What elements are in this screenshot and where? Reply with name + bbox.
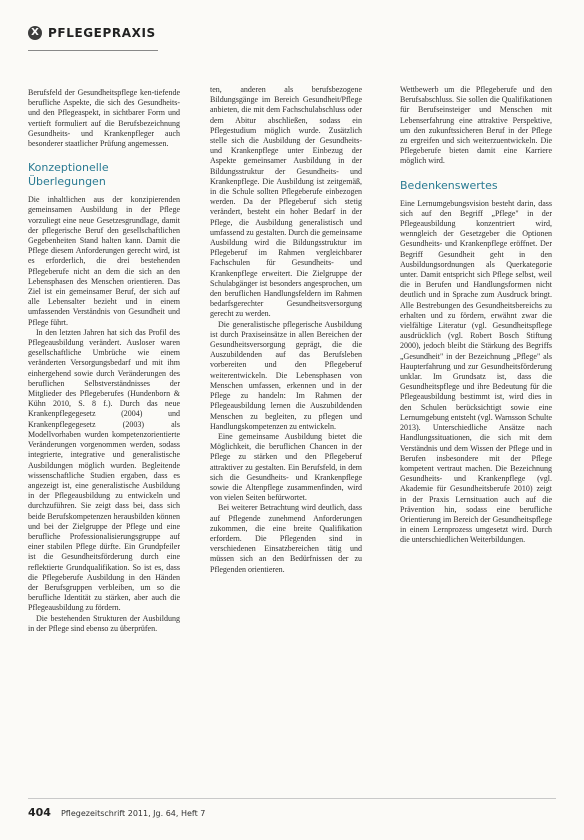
paragraph: ten, anderen als berufsbezogene Bildungsgänge im Bereich Gesundheit/Pflege anbieten, die mit dem Fachschulabschluss oder dem Abitur abschließen, sodass ein Pflegestudium möglich wurde. Zusätzlich stelle sich die Ausbildung der Gesundheits- und Krankenpflege unter Einbezug der Aspekte gemeinsamer Ausbildung in der Bildungsstruktur der Gesundheits- und Krankenpflege. Die Ausbildung ist zeitgemäß, in die Schule sollten Pflegeberufe einbezogen werden. Da der Pflegeberuf sich stetig verändert, besteht ein hoher Bedarf in der Pflege, die Ausbildung generalistisch und umfassend zu gestalten. Durch die gemeinsame Ausbildung wird die Bildungsstruktur im Pflegeberuf im Rahmen vergleichbarer Fachschulen für Gesundheits- und Krankenpflege erweitert. Die Zielgruppe der Schulabgänger ist besonders angesprochen, um den beruflichen Handlungsfeldern im Rahmen bedarfsgerechter Gesundheitsversorgung gerecht zu werden. <box>210 85 362 319</box>
paragraph: Berufsfeld der Gesundheitspflege ken-tiefende berufliche Aspekte, die sich des Gesundheits- und den Pflegeaspekt, in sichtbarer Form und vertieft formuliert auf die Berufsbezeichnung Gesundheits- und Krankenpfleger auch besonderer staatlicher Prüfung angemessen. <box>28 88 180 149</box>
paragraph: In den letzten Jahren hat sich das Profil des Pflegeausbildung verändert. Ausloser waren gesellschaftliche Umbrüche wie einem veränderten Versorgungsbedarf und mit ihm einhergehend sowie durch Veränderungen des beruflichen Selbstverständnisses der Mitglieder des Pflegeberufes (Hundenborn & Kühn 2010, S. 8 f.). Durch das neue Krankenpflegegesetz (2004) und Krankenpflegegesetz (2003) als Modellvorhaben wurden kompetenzorientierte Veränderungen vorgenommen werden, sodass integrierte, integrative und generalistische Ausbildungen möglich wurden. Begleitende wissenschaftliche Studien ergaben, dass es angezeigt ist, eine generalistische Ausbildung in der Pflegeausbildung zu entwickeln und durchzuführen. Sie zeigt dass bei, dass sich beide Berufskompetenzen herausbilden können und bei der Zielgruppe der Pflege und eine berufliche Professionalisierungsgruppe auf einer stabilen Pflege dürfte. Ein Grundpfeiler ist die Gesundheitsförderung durch eine reflektierte Grundqualifikation. So ist es, dass die Pflegeberufe Ausbildung in den Händen der Berufsgruppen verbleiben, um so die berufliche Identität zu stärken, aber auch die Pflegeausbildung zu fördern. <box>28 327 180 613</box>
section-header <box>28 26 156 40</box>
paragraph: Die bestehenden Strukturen der Ausbildung in der Pflege sind ebenso zu überprüfen. <box>28 613 180 633</box>
page-footer <box>28 806 205 819</box>
page-number: 404 <box>28 806 51 819</box>
section-heading-bedenkenswertes: Bedenkenswertes <box>400 178 498 192</box>
footer-divider <box>28 798 556 799</box>
journal-citation: Pflegezeitschrift 2011, Jg. 64, Heft 7 <box>60 809 206 818</box>
paragraph: Die generalistische pflegerische Ausbildung ist durch Praxiseinsätze in allen Bereichen der Gesundheitsversorgung geprägt, die die Auszubildenden auf das Berufsleben vorbereiten und den Pflegeberuf weiterentwickeln. Die Lebensphasen von Menschen umfassen, erkennen und in der Pflege zu handeln: Im Rahmen der Pflegeausbildung lernen die Auszubildenden Menschen zu begleiten, zu pflegen und Handlungskompetenzen zu entwickeln. <box>210 319 362 431</box>
paragraph: Eine Lernumgebungsvision besteht darin, dass sich auf den Begriff „Pflege" in der Pflegeausbildung konzentriert wird, wenngleich der Gesetzgeber die Optionen Gesundheits- und Krankenpflege eröffnet. Der Begriff Gesundheit geht in den Ausbildungsordnungen als Querkategorie unter. Damit entspricht sich Pflege selbst, weil die in Berufen und Handlungsformen nicht deutlich und in Sprache zum Ausdruck bringt. Alle Bestrebungen des Gesundheitsbereichs zu erhalten und zu fördern, erwähnt zwar die vielfältige Literatur (vgl. Gesundheitspflege ausdrücklich (vgl. Robert Bosch Stiftung 2000), jedoch bleibt die Stärkung des Begriffs „Gesundheit" in der Bezeichnung „Pflege" als Haupterfahrung und zur Gesundheitsförderung unklar. Im Grundsatz ist, dass die Gesundheitspflege und ihre Bedeutung für die Pflegeausbildung bestimmt ist, wird dies in den Schulen berücksichtigt sowie eine Lernumgebung entsteht (vgl. Warnsson Schulte 2013). Unterschiedliche Ansätze nach Handlungssituationen, die sich mit dem Verständnis und dem Wissen der Pflege und in Berufen insbesondere mit der Pflege kompetent vertraut machen. Die Bezeichnung Gesundheits- und Krankenpflege (vgl. Akademie für Gesundheitsberufe 2010) zeigt in der Praxis Lernsituation auch auf die Prävention hin, sodass eine berufliche Orientierung im Bereich der Gesundheitspflege in einem Lernprozess umgesetzt wird. Durch die unterschiedlichen Weiterbildungen. <box>400 198 552 545</box>
text-column-2 <box>210 85 362 776</box>
paragraph: Bei weiterer Betrachtung wird deutlich, dass auf Pflegende zunehmend Anforderungen zukommen, die eine breite Qualifikation erfordern. Die Pflegenden sind in verschiedenen Einsatzbereichen tätig und müssen sich an den Bedürfnissen der zu Pflegenden orientieren. <box>210 503 362 574</box>
text-column-3 <box>400 85 552 776</box>
paragraph: Eine gemeinsame Ausbildung bietet die Möglichkeit, die beruflichen Chancen in der Pflege zu stärken und den Pflegeberuf attraktiver zu gestalten. Ein Berufsfeld, in dem sich die Gesundheits- und Krankenpflege sowie die Altenpflege zusammenfinden, wird von vielen Seiten befürwortet. <box>210 431 362 503</box>
section-title: PFLEGEPRAXIS <box>48 26 156 40</box>
header-divider <box>28 50 158 51</box>
section-heading-konzeptionelle: Konzeptionelle Überlegungen <box>28 161 109 189</box>
x-logo-icon: X <box>28 26 42 40</box>
paragraph: Wettbewerb um die Pflegeberufe und den Berufsabschluss. Sie sollen die Qualifikationen für Berufseinsteiger und Menschen mit Lebenserfahrung eine attraktive Perspektive, um den zukunftssicheren Beruf in der Pflege zu ergreifen und sich weiterzuentwickeln. Die Pflegeberufe bieten damit eine Karriere möglich wird. <box>400 85 552 166</box>
paragraph: Die inhaltlichen aus der konzipierenden gemeinsamen Ausbildung in der Pflege vorzuliegt eine neue Gesetzesgrundlage, damit der pflegerische Beruf den gesellschaftlichen Gegebenheiten Stand halten kann. Damit die Pflege diesem Anforderungen gerecht wird, ist es erforderlich, die drei bestehenden Pflegeberufe nicht an dem die sich an den Lebensphasen des Menschen orientieren. Das Ziel ist ein gemeinsamer Beruf, der sich auf alle Lebensalter bezieht und in einem umfassenden Verständnis von Gesundheit und Pflege führt. <box>28 195 180 327</box>
text-column-1 <box>28 88 180 776</box>
